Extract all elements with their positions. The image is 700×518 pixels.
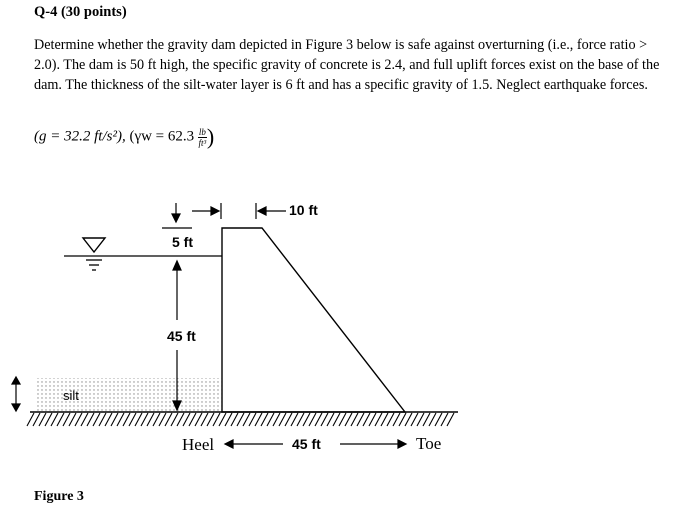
toe-label: Toe (416, 434, 442, 453)
freeboard-dimension (162, 203, 192, 228)
water-level-symbol-icon (83, 238, 105, 270)
silt-label: silt (63, 388, 79, 403)
ground-hatch (27, 413, 454, 426)
unit-weight-water: (γw = 62.3 (129, 128, 195, 145)
freeboard-label: 5 ft (172, 234, 193, 250)
closing-paren: ) (206, 124, 215, 149)
unit-denominator: ft³ (198, 137, 207, 148)
gravity-constant: (g = 32.2 ft/s²), (34, 128, 126, 145)
figure-caption: Figure 3 (34, 489, 84, 504)
silt-thickness-arrow-icon (12, 377, 20, 411)
question-body: Determine whether the gravity dam depicted in Figure 3 below is safe against overturning (i.e., force ratio > 2.0). The dam is 50 ft high, the specific gravity of concrete is 2.4, and full uplift forces exist on the base of the dam. The thickness of the silt-water layer is 6 ft and has a specific gravity of 1.5. Neglect earthquake forces. (34, 37, 660, 93)
top-width-dimension (192, 203, 286, 219)
top-width-label: 10 ft (289, 202, 318, 218)
water-depth-label: 45 ft (167, 328, 196, 344)
base-width-label: 45 ft (292, 436, 321, 452)
unit-numerator: lb (198, 126, 206, 137)
heel-label: Heel (182, 435, 215, 454)
question-heading: Q-4 (30 points) (34, 4, 127, 20)
dam-body (222, 228, 405, 412)
